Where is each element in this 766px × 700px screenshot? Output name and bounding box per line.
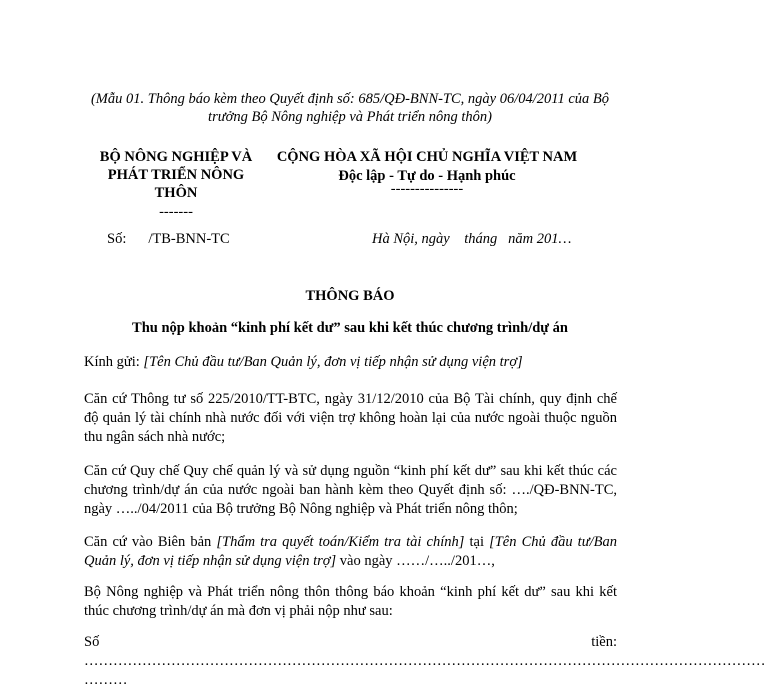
document-title: THÔNG BÁO: [305, 288, 395, 304]
org-name-line1: BỘ NÔNG NGHIỆP VÀ: [99, 149, 253, 165]
addressee-label: Kính gửi:: [84, 354, 144, 370]
national-title: CỘNG HÒA XÃ HỘI CHỦ NGHĨA VIỆT NAM: [276, 149, 578, 165]
doc-number-label: Số:: [107, 231, 127, 247]
motto-divider: ---------------: [390, 181, 464, 197]
p3-placeholder-report: [Thẩm tra quyết toán/Kiểm tra tài chính]: [216, 534, 465, 550]
p3-text-e: vào ngày ……/…../201…,: [336, 553, 495, 569]
paragraph-announcement: Bộ Nông nghiệp và Phát triển nông thôn thông báo khoản “kinh phí kết dư” sau khi kết thúc chương trình/dự án mà đơn vị phải nộp như sau:: [84, 584, 617, 619]
header-note: (Mẫu 01. Thông báo kèm theo Quyết định số: 685/QĐ-BNN-TC, ngày 06/04/2011 của Bộ trưởng Bộ Nông nghiệp và Phát triển nông thôn): [90, 91, 610, 125]
p3-text-a: Căn cứ vào Biên bản: [84, 534, 217, 550]
paragraph-legal-basis-1: Căn cứ Thông tư số 225/2010/TT-BTC, ngày 31/12/2010 của Bộ Tài chính, quy định chế độ quản lý tài chính nhà nước đối với viện trợ không hoàn lại của nước ngoài thuộc nguồn thu ngân sách nhà nước;: [84, 391, 617, 445]
org-name-line3: THÔN: [154, 185, 198, 201]
amount-dots-line: ……………………………………………………………………………………………………………………………: [84, 653, 766, 669]
addressee-line: [84, 353, 617, 372]
amount-label-right: tiền:: [591, 634, 617, 650]
org-divider: -------: [159, 204, 193, 220]
amount-label-row: [84, 633, 617, 652]
national-motto: Độc lập - Tự do - Hạnh phúc: [338, 168, 516, 184]
paragraph-legal-basis-2: Căn cứ Quy chế Quy chế quản lý và sử dụng nguồn “kinh phí kết dư” sau khi kết thúc các chương trình/dự án của nước ngoài ban hành kèm theo Quyết định số: …./QĐ-BNN-TC, ngày …../04/2011 của Bộ trưởng Bộ Nông nghiệp và Phát triển nông thôn;: [84, 463, 617, 517]
amount-dots-end: ………: [84, 672, 128, 688]
paragraph-legal-basis-3: [84, 533, 617, 571]
addressee-value: [Tên Chủ đầu tư/Ban Quản lý, đơn vị tiếp nhận sử dụng viện trợ]: [143, 354, 523, 370]
p3-text-c: tại: [464, 534, 490, 550]
document-subtitle: Thu nộp khoản “kinh phí kết dư” sau khi kết thúc chương trình/dự án: [132, 320, 568, 336]
document-number: [107, 230, 230, 248]
org-name-line2: PHÁT TRIỂN NÔNG: [107, 167, 245, 183]
place-and-date: Hà Nội, ngày tháng năm 201…: [372, 231, 572, 247]
p3-placeholder-unit: [Tên Chủ đầu tư/Ban Quản lý, đơn vị tiếp nhận sử dụng viện trợ]: [84, 534, 618, 569]
doc-number-value: /TB-BNN-TC: [148, 231, 230, 247]
amount-label-left: Số: [84, 634, 100, 650]
issuing-organization: [78, 148, 274, 202]
